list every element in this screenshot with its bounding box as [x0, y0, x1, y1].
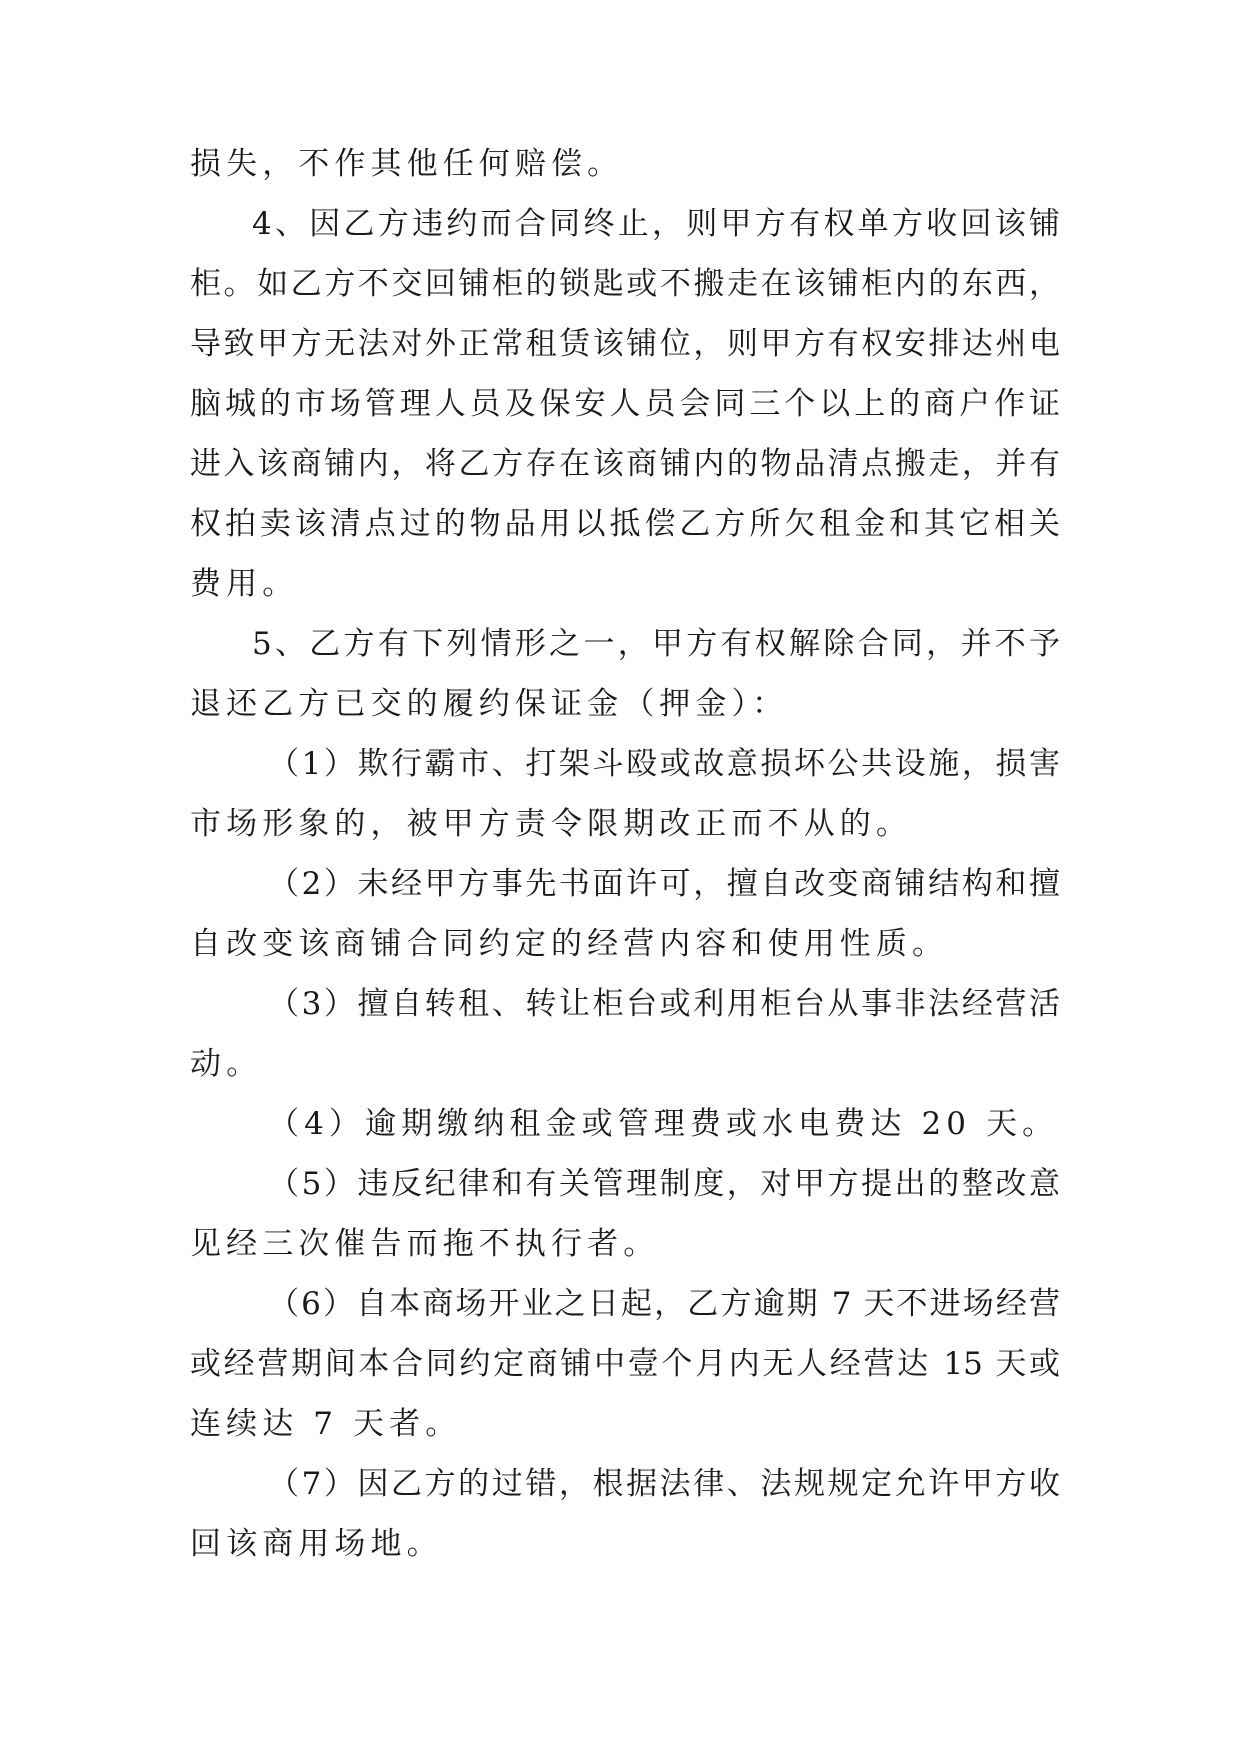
text-line: 见经三次催告而拖不执行者。 — [190, 1226, 660, 1262]
text-line: 进入该商铺内，将乙方存在该商铺内的物品清点搬走，并有 — [190, 446, 1060, 482]
item-1-line: （1）欺行霸市、打架斗殴或故意损坏公共设施，损害 — [268, 746, 1060, 782]
text-line: 导致甲方无法对外正常租赁该铺位，则甲方有权安排达州电 — [190, 326, 1060, 362]
item-3-line: （3）擅自转租、转让柜台或利用柜台从事非法经营活 — [268, 986, 1060, 1022]
text-line: 或经营期间本合同约定商铺中壹个月内无人经营达 15 天或 — [190, 1346, 1060, 1382]
item-7-line: （7）因乙方的过错，根据法律、法规规定允许甲方收 — [268, 1466, 1060, 1502]
text-line: 损失，不作其他任何赔偿。 — [190, 146, 624, 182]
text-line: 柜。如乙方不交回铺柜的锁匙或不搬走在该铺柜内的东西， — [190, 266, 1060, 302]
text-line: 脑城的市场管理人员及保安人员会同三个以上的商户作证 — [190, 386, 1060, 422]
item-5-line: （5）违反纪律和有关管理制度，对甲方提出的整改意 — [268, 1166, 1060, 1202]
text-line: 费用。 — [190, 566, 299, 602]
item-4-line: （4）逾期缴纳租金或管理费或水电费达 20 天。 — [268, 1106, 1059, 1142]
text-line: 市场形象的，被甲方责令限期改正而不从的。 — [190, 806, 912, 842]
item-6-line: （6）自本商场开业之日起，乙方逾期 7 天不进场经营 — [268, 1286, 1060, 1322]
text-line: 回该商用场地。 — [190, 1526, 443, 1562]
text-line: 动。 — [190, 1046, 263, 1082]
clause-4-line: 4、因乙方违约而合同终止，则甲方有权单方收回该铺 — [252, 206, 1060, 242]
text-line: 权拍卖该清点过的物品用以抵偿乙方所欠租金和其它相关 — [190, 506, 1060, 542]
text-line: 退还乙方已交的履约保证金（押金）： — [190, 686, 789, 722]
text-line: 连续达 7 天者。 — [190, 1406, 462, 1442]
text-line: 自改变该商铺合同约定的经营内容和使用性质。 — [190, 926, 949, 962]
item-2-line: （2）未经甲方事先书面许可，擅自改变商铺结构和擅 — [268, 866, 1060, 902]
clause-5-line: 5、乙方有下列情形之一，甲方有权解除合同，并不予 — [252, 626, 1060, 662]
